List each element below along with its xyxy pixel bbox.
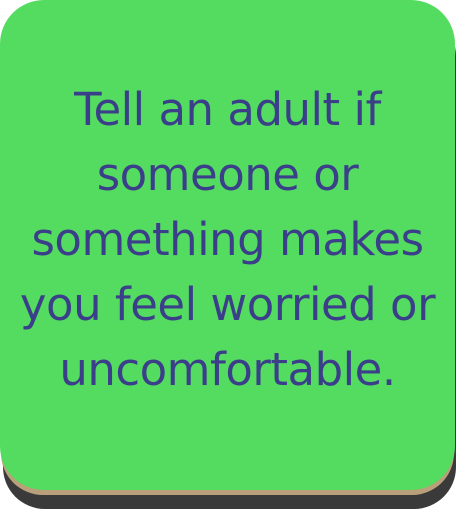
card-message: Tell an adult if someone or something makes you feel worried or uncomfortable. (19, 82, 436, 396)
